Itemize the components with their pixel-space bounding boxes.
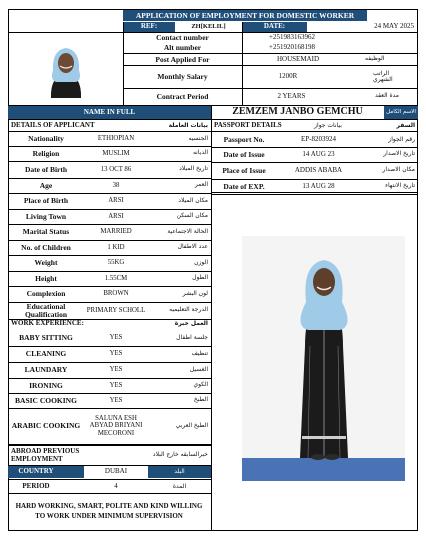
applicant-row-label: Marital Status (22, 227, 70, 237)
passport-row-label: Passport No. (223, 135, 265, 145)
contract-period-ar: مدة العقد (375, 92, 399, 100)
applicant-row-arabic-label: الطول (192, 274, 208, 282)
passport-row-value: 14 AUG 23 (302, 149, 335, 158)
passport-section-ar1: بيانات جواز (314, 121, 342, 129)
applicant-row-arabic-label: مكان السكن (176, 212, 208, 220)
post-applied-label: Post Applied For (155, 54, 210, 64)
form-title: APPLICATION OF EMPLOYMENT FOR DOMESTIC WORKER (123, 10, 367, 21)
applicant-row-label: Complexion (26, 289, 66, 299)
passport-row-value: ADDIS ABABA (294, 165, 343, 174)
experience-row-label: LAUNDARY (24, 365, 68, 375)
applicant-row-value: ETHIOPIAN (97, 135, 135, 143)
applicant-row-label: Living Town (25, 211, 67, 221)
applicant-row-label: Date of Birth (24, 164, 68, 174)
applicant-row-arabic-label: عدد الاطفال (177, 243, 208, 251)
experience-row-arabic-label: تنظيف (191, 349, 208, 357)
contract-period-label: Contract Period (156, 91, 209, 101)
passport-row-arabic-label: رقم الجواز (388, 135, 415, 143)
experience-row-arabic-label: الكوي (193, 381, 208, 389)
divider (211, 106, 212, 531)
applicant-row-value: ARSI (108, 197, 124, 205)
applicant-row-value: 13 OCT 86 (100, 165, 132, 173)
applicant-row-arabic-label: العمر (194, 181, 208, 189)
divider (8, 465, 211, 466)
divider (8, 105, 418, 106)
contract-period-value: 2 YEARS (277, 91, 306, 100)
applicant-row-value: BROWN (103, 290, 129, 298)
applicant-row-label: Height (35, 273, 57, 283)
divider (8, 119, 418, 120)
country-ar: البلد (148, 466, 211, 478)
date-value: 24 MAY 2025 (374, 22, 414, 31)
work-experience-title: WORK EXPERIENCE: (11, 319, 84, 328)
applicant-row-arabic-label: الجنسيه (188, 134, 208, 142)
name-ar: الاسم الكامل (384, 106, 418, 119)
experience-row-arabic-label: جلسة اطفال (176, 333, 208, 341)
divider (123, 22, 124, 105)
passport-row-label: Date of EXP. (223, 181, 265, 191)
divider (123, 65, 418, 66)
passport-section-ar2: السفر (396, 121, 415, 129)
ref-label: REF: (123, 22, 175, 32)
monthly-salary-value: 1200R (278, 72, 298, 81)
applicant-row-arabic-label: الدرجة التعليميه (169, 306, 208, 314)
applicant-row-arabic-label: الديانه (192, 149, 208, 157)
experience-row-label: BASIC COOKING (15, 395, 77, 405)
abroad-title: ABROAD PREVIOUS EMPLOYMENT (11, 447, 80, 463)
passport-row-label: Date of Issue (223, 149, 265, 159)
experience-row-arabic-label: الطبخ العربي (175, 421, 208, 429)
applicant-row-label: No. of Children (21, 242, 71, 252)
applicant-row-value: 55KG (107, 259, 125, 267)
applicant-row-value: 1.55CM (104, 274, 128, 282)
applicant-row-label: Nationality (28, 134, 64, 144)
applicant-row-arabic-label: الحالة الاجتماعية (167, 227, 208, 235)
divider (211, 192, 418, 193)
applicant-row-value: MUSLIM (102, 149, 130, 157)
remarks: HARD WORKING, SMART, POLITE AND KIND WILLING TO WORK UNDER MINIMUM SUPERVISION (15, 501, 203, 520)
alt-number-label: Alt number (163, 43, 202, 53)
applicant-row-value: ARSI (108, 212, 124, 220)
experience-row-arabic-label: الطبخ (193, 396, 208, 404)
abroad-title-ar: خبرالسابقه خارج البلاد (152, 451, 208, 459)
work-experience-ar: العمل خبرة (174, 319, 208, 327)
experience-row-label: CLEANING (25, 349, 67, 359)
divider (242, 22, 243, 105)
full-name: ZEMZEM JANBO GEMCHU (232, 106, 363, 118)
applicant-row-arabic-label: الوزن (194, 258, 208, 266)
monthly-salary-ar: الراتب الشهري (373, 69, 393, 83)
divider (8, 445, 211, 446)
divider (123, 53, 418, 54)
applicant-row-arabic-label: تاريخ الميلاد (179, 165, 208, 173)
experience-row-label: BABY SITTING (19, 333, 73, 343)
applicant-section-ar: بيانات العاملة (168, 121, 208, 129)
applicant-row-arabic-label: لون البشر (182, 289, 208, 297)
applicant-full-body-photo (242, 236, 405, 481)
experience-row-label: IRONING (29, 380, 63, 390)
applicant-row-value: MARRIED (100, 228, 132, 236)
applicant-row-label: Place of Birth (23, 196, 69, 206)
passport-row-arabic-label: تاريخ الانتهاء (385, 182, 415, 190)
divider (8, 493, 211, 494)
applicant-portrait (36, 38, 96, 98)
period-label: PERIOD (22, 482, 50, 491)
passport-row-value: 13 AUG 28 (302, 181, 335, 190)
passport-row-arabic-label: مكان الاصدار (382, 166, 415, 174)
experience-row-value: YES (109, 366, 123, 374)
country-label: COUNTRY (8, 466, 64, 478)
applicant-row-label: Age (39, 180, 53, 190)
applicant-section-title: DETAILS OF APPLICANT (11, 121, 95, 130)
divider (8, 131, 418, 132)
period-ar: المدة (172, 482, 187, 490)
passport-row-label: Place of Issue (222, 165, 266, 175)
divider (123, 88, 418, 89)
post-applied-ar: الوظيفه (365, 55, 385, 63)
alt-number-value: +251920168198 (269, 43, 315, 52)
applicant-row-value: PRIMARY SCHOLL (86, 306, 146, 314)
monthly-salary-label: Monthly Salary (157, 72, 208, 82)
passport-row-arabic-label: تاريخ الاصدار (383, 150, 415, 158)
date-label: DATE: (242, 22, 307, 32)
period-value: 4 (114, 482, 118, 491)
passport-section-title: PASSPORT DETAILS (214, 121, 282, 130)
passport-row-value: EP-8203924 (301, 135, 336, 144)
contact-number-value: +251983163962 (269, 33, 315, 42)
row-divider (211, 194, 418, 195)
applicant-row-value: 38 (112, 181, 120, 189)
experience-row-arabic-label: الغسيل (189, 365, 208, 373)
experience-row-value: YES (109, 334, 123, 342)
applicant-row-label: Educational Qualification (24, 301, 68, 319)
experience-row-value: YES (109, 381, 123, 389)
applicant-row-label: Religion (32, 148, 60, 158)
experience-row-value: SALUNA ESH ABYAD BRIYANI MECORONI (89, 415, 143, 437)
country-label-fill (64, 466, 84, 478)
experience-row-label: ARABIC COOKING (11, 421, 81, 431)
name-label: NAME IN FULL (8, 106, 211, 119)
country-value: DUBAI (104, 467, 128, 476)
post-applied-value: HOUSEMAID (277, 54, 319, 63)
experience-row-value: YES (109, 396, 123, 404)
contact-number-label: Contact number (156, 33, 209, 43)
experience-row-value: YES (109, 350, 123, 358)
applicant-row-value: 1 KID (107, 243, 125, 251)
applicant-row-label: Weight (34, 258, 58, 268)
applicant-row-arabic-label: مكان الميلاد (178, 196, 208, 204)
divider (8, 32, 418, 33)
ref-value: ZH[KELIL] (191, 22, 226, 30)
divider (8, 479, 211, 480)
